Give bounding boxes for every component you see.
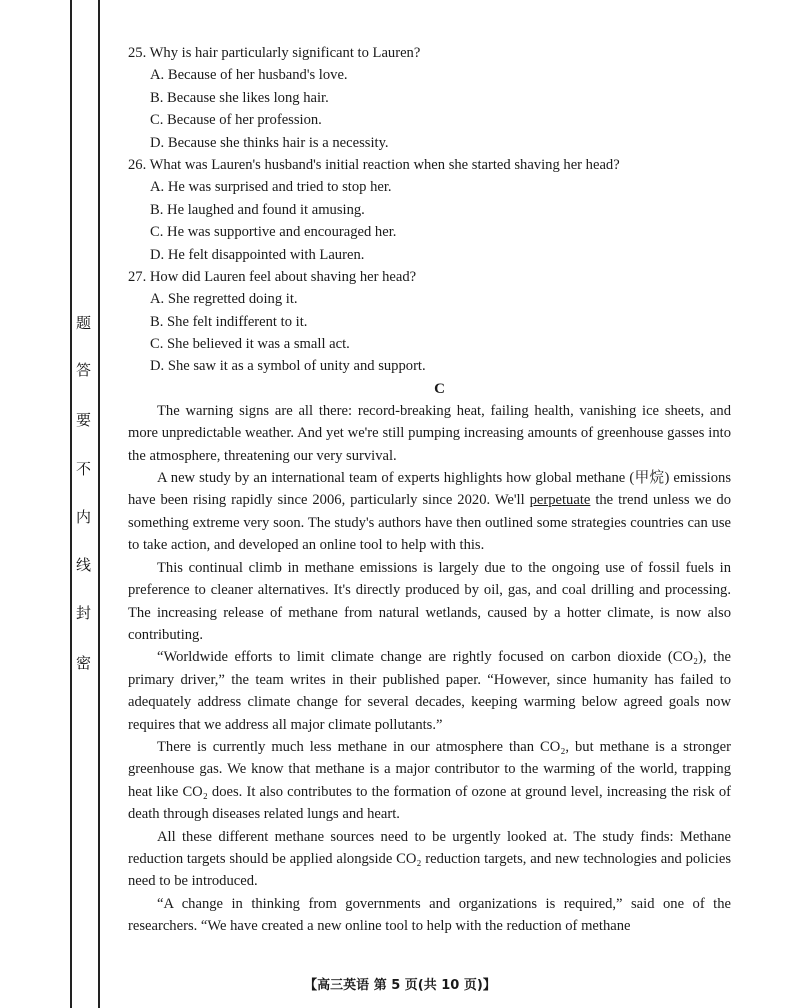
paragraph-4: “Worldwide efforts to limit climate change are rightly focused on carbon dioxide (CO₂), the primary driver,” the team writes in their published paper. “However, since humanity has failed to adequately address climate change for several decades, keeping warming below agreed goals now requires that we address all major climate pollutants.” bbox=[128, 649, 731, 733]
paragraph-5: There is currently much less methane in our atmosphere than CO₂, but methane is a stronger greenhouse gas. We know that methane is a major contributor to the warming of the world, trapping heat like CO₂ does. It also contributes to the formation of ozone at ground level, increasing the risk of death through diseases related lungs and heart. bbox=[128, 738, 731, 823]
question-stem: 26. What was Lauren's husband's initial reaction when she started shaving her head? bbox=[128, 156, 620, 173]
option-b: B. Because she likes long hair. bbox=[150, 89, 329, 106]
paragraph-7: “A change in thinking from governments and organizations is required,” said one of the researchers. “We have created a new online tool to help with the reduction of methane bbox=[128, 895, 731, 935]
paragraph-2-end: the trend unless we do something extreme very soon. The study's authors have then outlined some strategies countries can use to take action, and developed an online tool to help with this. bbox=[128, 492, 732, 554]
paragraph-1: The warning signs are all there: record-breaking heat, failing health, vanishing ice sheets, and more unpredictable weather. And yet we're still pumping increasing amounts of greenhouse gasses into the atmosphere, threatening our very survival. bbox=[128, 402, 731, 464]
margin-char: 密 bbox=[76, 654, 92, 672]
page-footer: 【高三英语 第 5 页(共 10 页)】 bbox=[304, 978, 496, 993]
option-a: A. She regretted doing it. bbox=[150, 291, 298, 308]
option-a: A. He was surprised and tried to stop her. bbox=[150, 179, 392, 196]
binding-rule-right bbox=[98, 0, 100, 1008]
paragraph-2 bbox=[128, 467, 731, 557]
paragraph-2-start: A new study by an international team of experts highlights how global methane (甲烷) emissions have been rising rapidly since 2006, particularly since 2020. We'll bbox=[128, 470, 731, 509]
paragraph-3: This continual climb in methane emissions is largely due to the ongoing use of fossil fuels in preference to cleaner alternatives. It's directly produced by oil, gas, and coal drilling and processing. The increasing release of methane from natural wetlands, caused by a hotter climate, is now also contributing. bbox=[128, 559, 731, 643]
question-26 bbox=[128, 154, 731, 266]
underlined-word: perpetuate bbox=[529, 492, 591, 509]
question-stem: 27. How did Lauren feel about shaving her head? bbox=[128, 268, 417, 285]
margin-char: 线 bbox=[76, 556, 92, 574]
margin-char: 不 bbox=[76, 460, 92, 478]
option-c: C. Because of her profession. bbox=[150, 112, 322, 129]
reading-passage bbox=[128, 400, 731, 938]
option-d: D. She saw it as a symbol of unity and support. bbox=[150, 358, 426, 375]
margin-char: 题 bbox=[76, 314, 92, 332]
paragraph-6: All these different methane sources need to be urgently looked at. The study finds: Methane reduction targets should be applied alongside CO₂ reduction targets, and new technologies and policies need to be introduced. bbox=[128, 828, 731, 890]
margin-char: 内 bbox=[76, 508, 92, 526]
binding-rule-left bbox=[70, 0, 72, 1008]
option-d: D. Because she thinks hair is a necessity. bbox=[150, 134, 389, 151]
option-b: B. She felt indifferent to it. bbox=[150, 313, 308, 330]
question-stem: 25. Why is hair particularly significant to Lauren? bbox=[128, 45, 421, 61]
section-heading: C bbox=[434, 380, 445, 397]
option-d: D. He felt disappointed with Lauren. bbox=[150, 246, 365, 263]
margin-char: 封 bbox=[76, 604, 92, 622]
question-25 bbox=[128, 42, 731, 154]
margin-char: 答 bbox=[76, 361, 92, 379]
option-c: C. She believed it was a small act. bbox=[150, 336, 350, 353]
page-content bbox=[128, 42, 731, 938]
option-b: B. He laughed and found it amusing. bbox=[150, 201, 365, 218]
option-a: A. Because of her husband's love. bbox=[150, 67, 348, 84]
option-c: C. He was supportive and encouraged her. bbox=[150, 224, 397, 241]
question-27 bbox=[128, 266, 731, 378]
margin-char: 要 bbox=[76, 411, 92, 429]
